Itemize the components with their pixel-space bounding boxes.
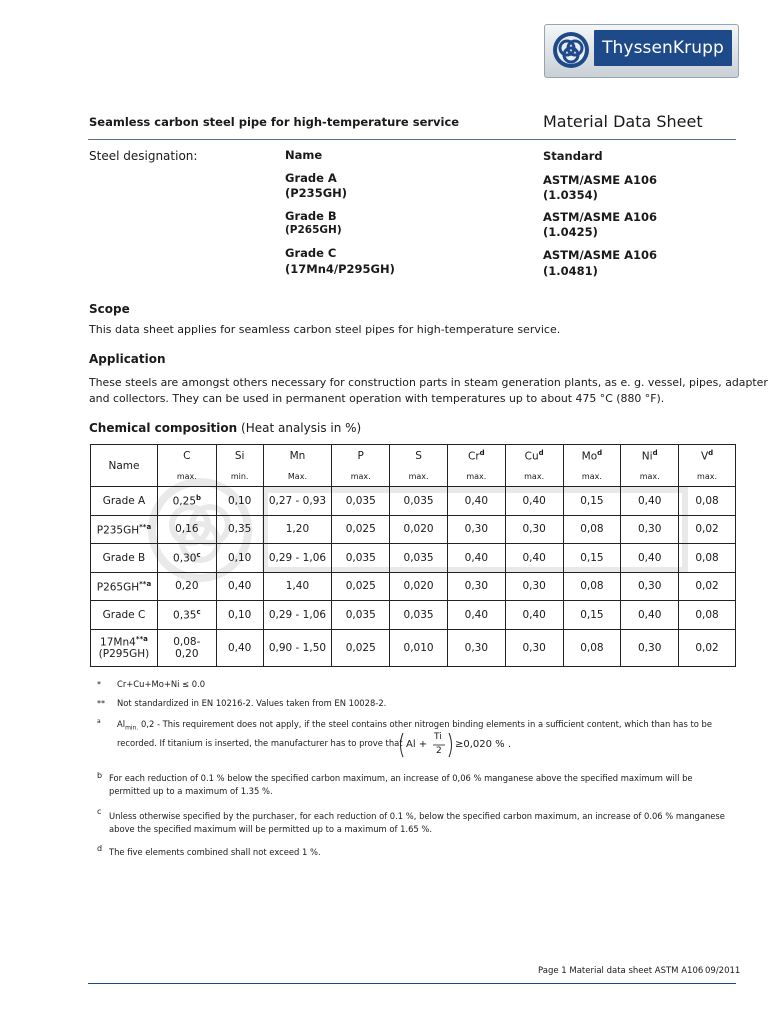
limit-mn: Max. <box>263 467 332 487</box>
footer-divider <box>88 983 736 984</box>
cell-mn: 0,90 - 1,50 <box>263 629 332 666</box>
row-name-cell: P235GH$^{**a}$ <box>91 515 158 544</box>
limit-p: max. <box>332 467 390 487</box>
cell-p: 0,035 <box>332 601 390 630</box>
table-row <box>91 487 736 516</box>
cell-c: 0,08- 0,20 <box>157 629 216 666</box>
chemical-heading-note: (Heat analysis in %) <box>241 421 362 435</box>
row-name-cell: Grade A <box>91 487 158 516</box>
chemical-composition-heading <box>89 421 361 435</box>
limit-s: max. <box>390 467 448 487</box>
limit-cr: max. <box>447 467 505 487</box>
column-header-c: C <box>157 445 216 468</box>
row-name-cell: Grade B <box>91 544 158 573</box>
cell-mo: 0,08 <box>563 629 621 666</box>
cell-cu: 0,30 <box>505 515 563 544</box>
limit-c: max. <box>157 467 216 487</box>
cell-s: 0,020 <box>390 515 448 544</box>
formula-denominator: 2 <box>436 746 442 756</box>
footer-date: 09/2011 <box>705 966 741 976</box>
cell-v: 0,02 <box>679 629 736 666</box>
footnote-b-line1: For each reduction of 0.1 % below the specified carbon maximum, an increase of 0,06 % manganese above the specified maximum will be <box>109 773 693 783</box>
footnote-c-mark: c <box>97 807 102 816</box>
column-header-p: P <box>332 445 390 468</box>
cell-si: 0,40 <box>216 629 263 666</box>
cell-p: 0,035 <box>332 544 390 573</box>
header-divider <box>88 139 736 140</box>
cell-mo: 0,15 <box>563 601 621 630</box>
limit-si: min. <box>216 467 263 487</box>
table-header-row <box>91 445 736 468</box>
scope-text: This data sheet applies for seamless carbon steel pipes for high-temperature service. <box>89 323 561 336</box>
name-header: Name <box>285 148 323 162</box>
cell-ni: 0,30 <box>621 572 679 601</box>
column-header-s: S <box>390 445 448 468</box>
row-name-cell: P265GH$^{**a}$ <box>91 572 158 601</box>
column-header-cu: Cu$^d$ <box>505 445 563 468</box>
cell-si: 0,40 <box>216 572 263 601</box>
formula-rhs: ≥0,020 % . <box>455 739 512 750</box>
footnote-star-mark: * <box>97 680 101 689</box>
chemical-heading-label: Chemical composition <box>89 421 238 435</box>
column-header-cr: Cr$^d$ <box>447 445 505 468</box>
table-row <box>91 544 736 573</box>
application-text-line1: These steels are amongst others necessary for construction parts in steam generation plants, as e. g. vessel, pipes, adapter <box>89 376 768 389</box>
document-title: Material Data Sheet <box>543 112 703 131</box>
footnote-doublestar: Not standardized in EN 10216-2. Values taken from EN 10028-2. <box>117 698 387 708</box>
cell-v: 0,08 <box>679 601 736 630</box>
thyssenkrupp-emblem-icon <box>551 30 591 70</box>
grade-name: Grade B <box>285 209 337 223</box>
cell-mo: 0,08 <box>563 515 621 544</box>
cell-si: 0,10 <box>216 601 263 630</box>
steel-designation-label: Steel designation: <box>89 149 198 163</box>
cell-s: 0,035 <box>390 544 448 573</box>
application-heading: Application <box>89 352 166 366</box>
limit-v: max. <box>679 467 736 487</box>
cell-p: 0,025 <box>332 572 390 601</box>
cell-c: 0,25$^b$ <box>157 487 216 516</box>
footnote-d-line1: The five elements combined shall not exceed 1 %. <box>109 847 321 857</box>
column-header-si: Si <box>216 445 263 468</box>
table-row <box>91 629 736 666</box>
formula-al: Al + <box>406 739 428 750</box>
grade-alt-name: (17Mn4/P295GH) <box>285 262 395 276</box>
cell-si: 0,35 <box>216 515 263 544</box>
application-text-line2: and collectors. They can be used in permanent operation with temperatures up to about 475 °C (880 °F). <box>89 392 665 405</box>
cell-cu: 0,30 <box>505 629 563 666</box>
column-header-mo: Mo$^d$ <box>563 445 621 468</box>
cell-v: 0,02 <box>679 572 736 601</box>
cell-cu: 0,40 <box>505 601 563 630</box>
cell-c: 0,20 <box>157 572 216 601</box>
limit-ni: max. <box>621 467 679 487</box>
grade-name: Grade A <box>285 171 337 185</box>
limit-mo: max. <box>563 467 621 487</box>
cell-cr: 0,30 <box>447 572 505 601</box>
grade-number: (1.0354) <box>543 188 598 202</box>
cell-mn: 0,29 - 1,06 <box>263 544 332 573</box>
document-subtitle: Seamless carbon steel pipe for high-temperature service <box>89 115 460 129</box>
footnote-c-line1: Unless otherwise specified by the purchaser, for each reduction of 0.1 %, below the specified carbon maximum, an increase of 0.06 % manganese <box>109 811 725 821</box>
cell-mo: 0,08 <box>563 572 621 601</box>
cell-c: 0,35$^c$ <box>157 601 216 630</box>
column-header-v: $V^d$ <box>679 445 736 468</box>
cell-cr: 0,40 <box>447 601 505 630</box>
cell-v: 0,02 <box>679 515 736 544</box>
grade-standard: ASTM/ASME A106 <box>543 210 658 224</box>
table-row <box>91 515 736 544</box>
cell-cu: 0,40 <box>505 487 563 516</box>
footnote-doublestar-mark: ** <box>97 699 105 708</box>
chemical-composition-table <box>90 444 736 667</box>
cell-ni: 0,40 <box>621 487 679 516</box>
cell-cr: 0,40 <box>447 544 505 573</box>
name-column-header: Name <box>91 445 158 487</box>
footnote-a-line1: $Al_{min.}$ 0,2 - This requirement does not apply, if the steel contains other nitrogen binding elements in a sufficient content, which than has to be <box>117 719 713 732</box>
brand-name: ThyssenKrupp <box>594 30 732 66</box>
cell-cr: 0,30 <box>447 629 505 666</box>
cell-ni: 0,30 <box>621 515 679 544</box>
cell-cr: 0,40 <box>447 487 505 516</box>
grade-number: (1.0481) <box>543 264 598 278</box>
grade-name: Grade C <box>285 246 337 260</box>
column-header-ni: Ni$^d$ <box>621 445 679 468</box>
row-name-cell: 17Mn4$^{**a}$ (P295GH) <box>91 629 158 666</box>
footnote-c-line2: above the specified maximum will be permitted up to a maximum of 1.65 %. <box>109 824 433 834</box>
cell-c: 0,30$^c$ <box>157 544 216 573</box>
grade-alt-name: (P235GH) <box>285 186 348 200</box>
footnote-star: Cr+Cu+Mo+Ni ≤ 0.0 <box>117 679 206 689</box>
thyssenkrupp-logo <box>544 24 739 78</box>
grade-alt-name: (P265GH) <box>285 224 342 236</box>
cell-si: 0,10 <box>216 544 263 573</box>
cell-mn: 1,20 <box>263 515 332 544</box>
cell-mn: 1,40 <box>263 572 332 601</box>
footnote-a-mark: a <box>97 718 101 725</box>
footnote-b-line2: permitted up to a maximum of 1.35 %. <box>109 786 273 796</box>
table-row <box>91 601 736 630</box>
cell-p: 0,025 <box>332 515 390 544</box>
cell-s: 0,035 <box>390 487 448 516</box>
column-header-mn: Mn <box>263 445 332 468</box>
row-name-cell: Grade C <box>91 601 158 630</box>
cell-ni: 0,40 <box>621 544 679 573</box>
cell-si: 0,10 <box>216 487 263 516</box>
grade-standard: ASTM/ASME A106 <box>543 248 658 262</box>
cell-ni: 0,40 <box>621 601 679 630</box>
cell-c: 0,16 <box>157 515 216 544</box>
grade-standard: ASTM/ASME A106 <box>543 173 658 187</box>
cell-p: 0,025 <box>332 629 390 666</box>
cell-cu: 0,30 <box>505 572 563 601</box>
cell-mn: 0,27 - 0,93 <box>263 487 332 516</box>
footnote-b-mark: b <box>97 771 103 780</box>
footer-page-label: Page 1 Material data sheet ASTM A106 <box>538 966 704 976</box>
cell-cr: 0,30 <box>447 515 505 544</box>
table-row <box>91 572 736 601</box>
footnote-a-line2: recorded. If titanium is inserted, the manufacturer has to prove that <box>117 738 403 748</box>
formula-numerator: Ti <box>434 732 442 742</box>
scope-heading: Scope <box>89 302 130 316</box>
cell-mo: 0,15 <box>563 544 621 573</box>
cell-mo: 0,15 <box>563 487 621 516</box>
table-limit-row <box>91 467 736 487</box>
grade-number: (1.0425) <box>543 225 598 239</box>
standard-header: Standard <box>543 149 603 163</box>
footnote-d-mark: d <box>97 844 103 853</box>
cell-p: 0,035 <box>332 487 390 516</box>
titanium-formula <box>397 731 512 759</box>
cell-v: 0,08 <box>679 487 736 516</box>
cell-s: 0,020 <box>390 572 448 601</box>
cell-s: 0,010 <box>390 629 448 666</box>
cell-ni: 0,30 <box>621 629 679 666</box>
cell-cu: 0,40 <box>505 544 563 573</box>
cell-mn: 0,29 - 1,06 <box>263 601 332 630</box>
cell-s: 0,035 <box>390 601 448 630</box>
limit-cu: max. <box>505 467 563 487</box>
cell-v: 0,08 <box>679 544 736 573</box>
